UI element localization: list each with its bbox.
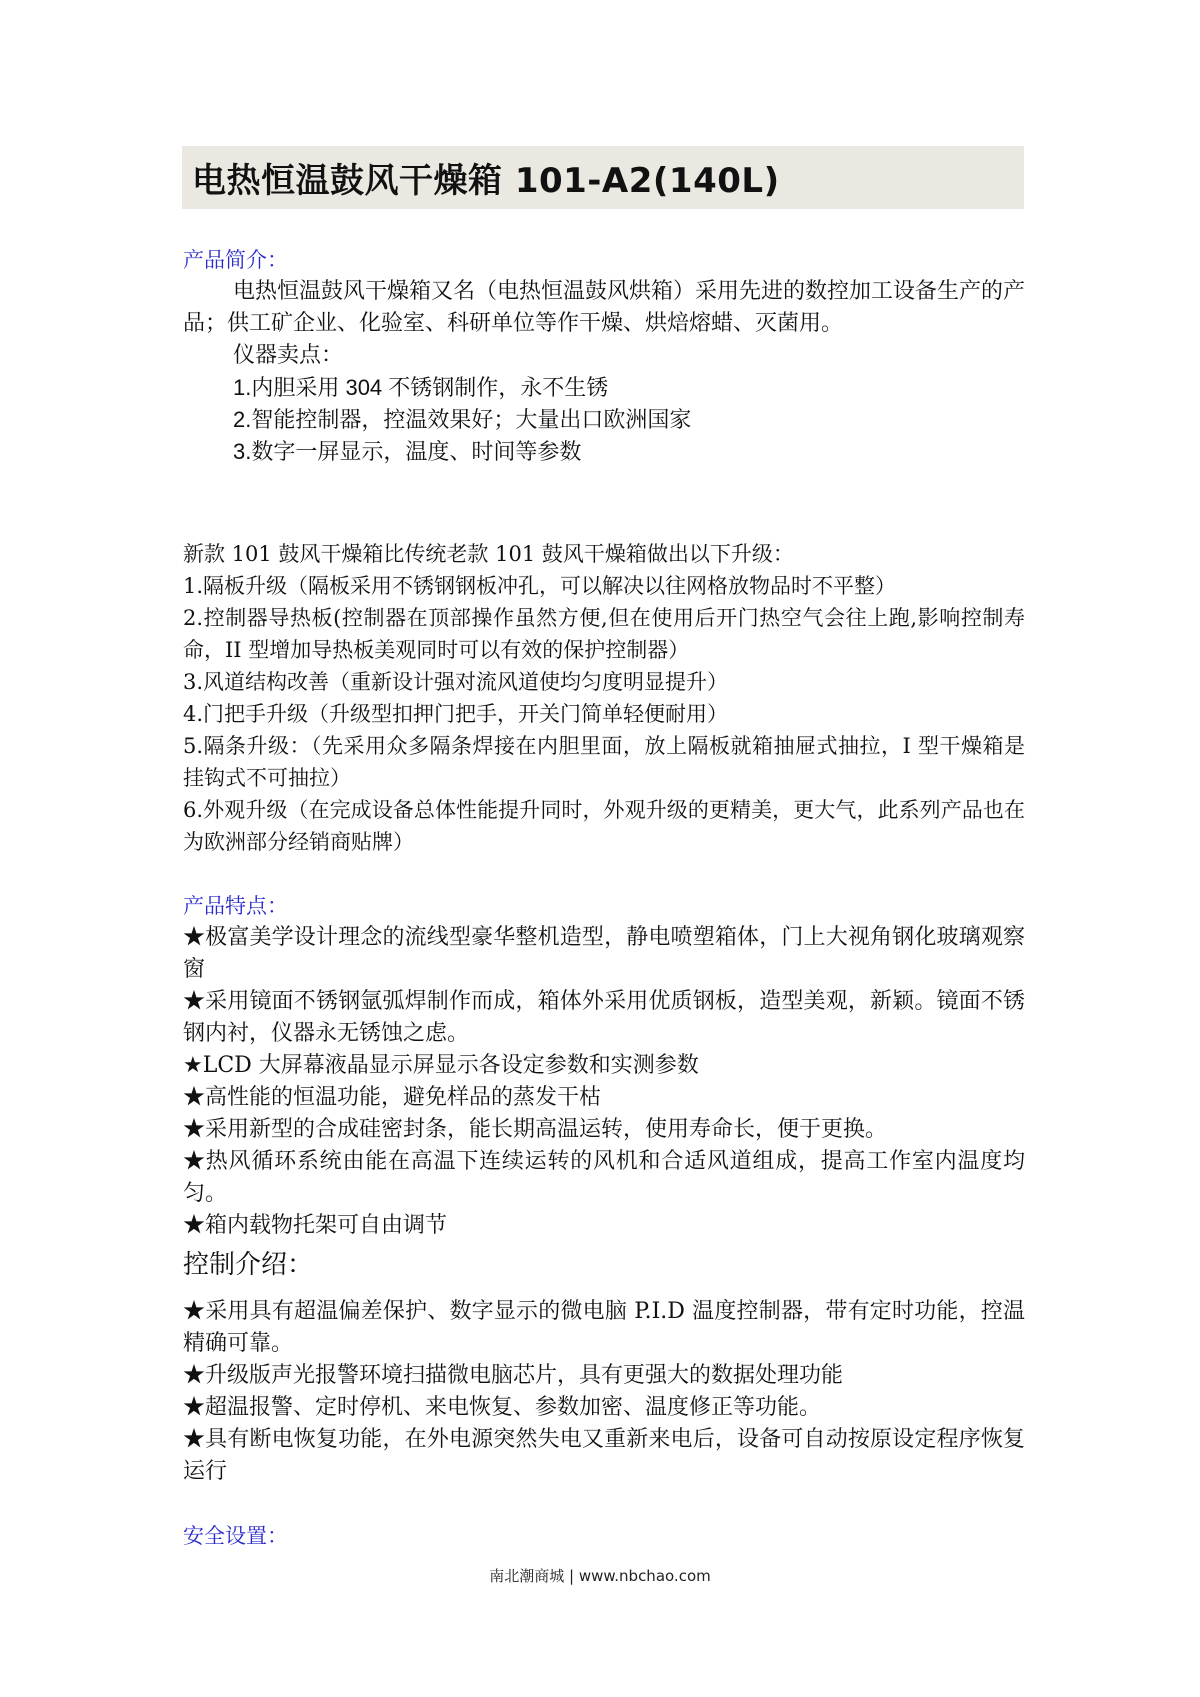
sell-points-title: 仪器卖点： <box>233 343 344 368</box>
sell-point-1: 1.内胆采用 304 不锈钢制作，永不生锈 <box>233 375 609 400</box>
upgrade-item-2: 2.控制器导热板(控制器在顶部操作虽然方便,但在使用后开门热空气会往上跑,影响控制寿命，II 型增加导热板美观同时可以有效的保护控制器） <box>183 606 1025 662</box>
document-body <box>183 244 1025 1552</box>
feature-item-7: ★箱内载物托架可自由调节 <box>183 1213 448 1238</box>
feature-item-1: ★极富美学设计理念的流线型豪华整机造型，静电喷塑箱体，门上大视角钢化玻璃观察窗 <box>183 925 1025 982</box>
upgrade-item-6: 6.外观升级（在完成设备总体性能提升同时，外观升级的更精美，更大气，此系列产品也在为欧洲部分经销商贴牌） <box>183 798 1025 854</box>
title-bar <box>182 146 1024 209</box>
control-item-2: ★升级版声光报警环境扫描微电脑芯片，具有更强大的数据处理功能 <box>183 1363 844 1388</box>
feature-item-2: ★采用镜面不锈钢氩弧焊制作而成，箱体外采用优质钢板，造型美观，新颖。镜面不锈钢内衬，仪器永无锈蚀之虑。 <box>183 989 1025 1046</box>
control-heading: 控制介绍： <box>183 1250 314 1280</box>
footer-link[interactable]: 南北潮商城 | www.nbchao.com <box>489 1567 711 1585</box>
feature-item-5: ★采用新型的合成硅密封条，能长期高温运转，使用寿命长，便于更换。 <box>183 1117 888 1142</box>
spacer <box>183 858 1025 890</box>
upgrade-item-5: 5.隔条升级：（先采用众多隔条焊接在内胆里面，放上隔板就箱抽屉式抽拉，I 型干燥箱是挂钩式不可抽拉） <box>183 734 1025 790</box>
upgrade-item-3: 3.风道结构改善（重新设计强对流风道使均匀度明显提升） <box>183 670 729 694</box>
features-heading: 产品特点： <box>183 894 288 918</box>
page-title: 电热恒温鼓风干燥箱 101-A2(140L) <box>192 161 780 201</box>
feature-item-4: ★高性能的恒温功能，避免样品的蒸发干枯 <box>183 1085 602 1110</box>
spacer <box>183 468 1025 538</box>
control-item-3: ★超温报警、定时停机、来电恢复、参数加密、温度修正等功能。 <box>183 1395 822 1420</box>
feature-item-6: ★热风循环系统由能在高温下连续运转的风机和合适风道组成，提高工作室内温度均匀。 <box>183 1149 1025 1206</box>
sell-point-2: 2.智能控制器，控温效果好；大量出口欧洲国家 <box>233 407 692 432</box>
spacer <box>183 1488 1025 1520</box>
safety-heading: 安全设置： <box>183 1524 288 1548</box>
control-item-1: ★采用具有超温偏差保护、数字显示的微电脑 P.I.D 温度控制器，带有定时功能，控温精确可靠。 <box>183 1299 1025 1356</box>
feature-item-3: ★LCD 大屏幕液晶显示屏显示各设定参数和实测参数 <box>183 1053 699 1078</box>
intro-heading: 产品简介： <box>183 248 288 272</box>
control-item-4: ★具有断电恢复功能，在外电源突然失电又重新来电后，设备可自动按原设定程序恢复运行 <box>183 1427 1025 1484</box>
sell-point-3: 3.数字一屏显示，温度、时间等参数 <box>233 439 582 464</box>
intro-paragraph: 电热恒温鼓风干燥箱又名（电热恒温鼓风烘箱）采用先进的数控加工设备生产的产品；供工矿企业、化验室、科研单位等作干燥、烘焙熔蜡、灭菌用。 <box>183 279 1026 336</box>
upgrade-item-4: 4.门把手升级（升级型扣押门把手，开关门简单轻便耐用） <box>183 702 729 726</box>
upgrade-intro: 新款 101 鼓风干燥箱比传统老款 101 鼓风干燥箱做出以下升级： <box>183 542 794 566</box>
upgrade-item-1: 1.隔板升级（隔板采用不锈钢钢板冲孔，可以解决以往网格放物品时不平整） <box>183 574 897 598</box>
